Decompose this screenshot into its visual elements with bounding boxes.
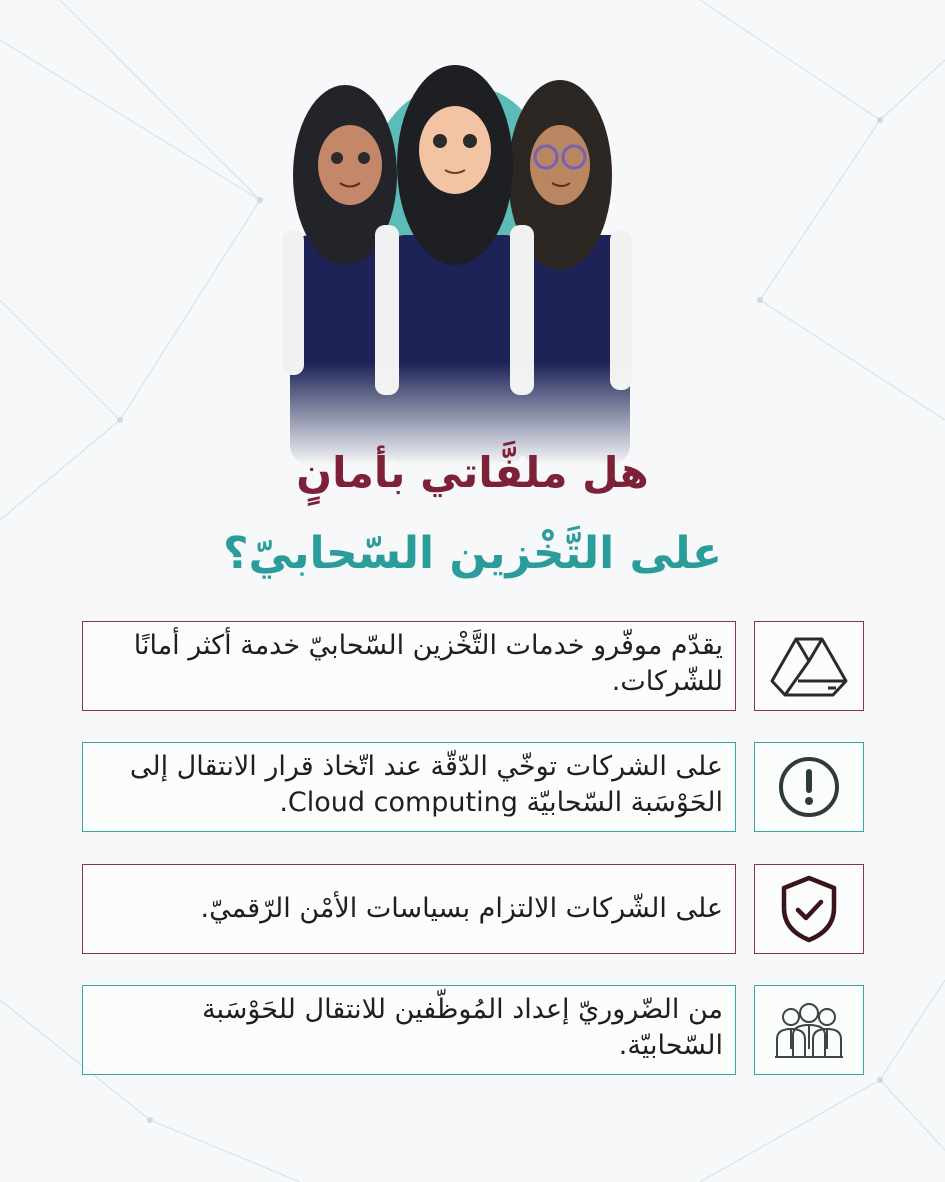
point-icon-box-3 xyxy=(754,864,864,954)
point-icon-box-4 xyxy=(754,985,864,1075)
point-row-1 xyxy=(82,621,864,713)
exclamation-circle-icon xyxy=(777,755,841,819)
point-icon-box-1 xyxy=(754,621,864,711)
point-icon-box-2 xyxy=(754,742,864,832)
point-text-2: على الشركات توخّي الدّقّة عند اتّخاذ قرار الانتقال إلى الحَوْسَبة السّحابيّة Cloud computing. xyxy=(82,742,736,832)
cloud-drive-icon xyxy=(770,633,848,699)
title-line-2: على التَّخْزين السّحابيّ؟ xyxy=(222,528,723,579)
point-row-4 xyxy=(82,985,864,1077)
point-text-3: على الشّركات الالتزام بسياسات الأمْن الرّقميّ. xyxy=(82,864,736,954)
point-row-2 xyxy=(82,742,864,834)
point-text-4: من الضّروريّ إعداد المُوظّفين للانتقال للحَوْسَبة السّحابيّة. xyxy=(82,985,736,1075)
title-line-1: هل ملفَّاتي بأمانٍ xyxy=(296,448,649,497)
students-illustration xyxy=(270,55,650,465)
point-row-3 xyxy=(82,864,864,956)
shield-check-icon xyxy=(778,874,840,944)
employees-group-icon xyxy=(771,999,847,1061)
point-text-1: يقدّم موفّرو خدمات التَّخْزين السّحابيّ خدمة أكثر أمانًا للشّركات. xyxy=(82,621,736,711)
